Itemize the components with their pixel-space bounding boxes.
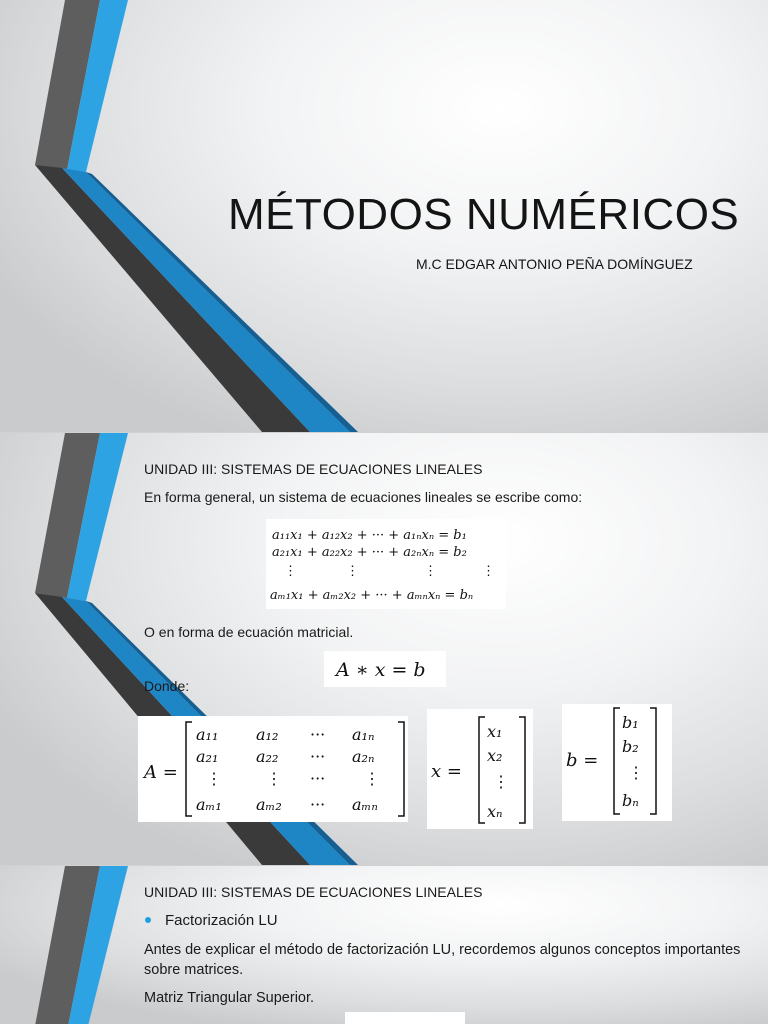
subheading: Matriz Triangular Superior. [144,990,315,1006]
svg-text:a₂₁: a₂₁ [196,747,219,766]
bullet-text: Factorización LU [165,912,278,929]
svg-text:⋮: ⋮ [424,564,437,579]
svg-text:bₙ: bₙ [622,791,639,810]
svg-text:⋮: ⋮ [346,564,359,579]
unit-title: UNIDAD III: SISTEMAS DE ECUACIONES LINEALES [144,461,483,477]
svg-text:⋮: ⋮ [284,564,297,579]
svg-text:b₁: b₁ [622,713,639,732]
vector-x-image [427,709,533,829]
matrix-form-text: O en forma de ecuación matricial. [144,624,354,640]
svg-text:···: ··· [310,769,326,788]
svg-text:···: ··· [310,725,326,744]
slide-1 [0,0,768,432]
slide-3 [0,866,768,1024]
svg-text:···: ··· [310,795,326,814]
svg-text:a₂₂: a₂₂ [256,747,279,766]
svg-text:A ∗ x = b: A ∗ x = b [336,659,426,681]
svg-text:b =: b = [566,750,599,771]
svg-text:⋮: ⋮ [266,769,282,788]
svg-text:x₁: x₁ [487,722,503,741]
svg-text:⋮: ⋮ [482,564,495,579]
svg-text:xₙ: xₙ [487,802,503,821]
svg-text:x₂: x₂ [487,746,503,765]
svg-text:aₘ₂: aₘ₂ [256,795,282,814]
slide-2 [0,433,768,865]
matrix-equation-image [324,651,446,687]
svg-text:a₂ₙ: a₂ₙ [352,747,375,766]
unit-title: UNIDAD III: SISTEMAS DE ECUACIONES LINEALES [144,884,483,900]
bullet-icon [145,917,151,923]
svg-text:···: ··· [310,747,326,766]
svg-text:a₂₁x₁ + a₂₂x₂ + ··· + a₂ₙxₙ =: a₂₁x₁ + a₂₂x₂ + ··· + a₂ₙxₙ = b₂ [272,545,467,560]
svg-text:⋮: ⋮ [493,772,509,791]
svg-text:b₂: b₂ [622,737,639,756]
svg-text:A =: A = [144,762,178,783]
equation-system-image [266,519,506,609]
presentation-author: M.C EDGAR ANTONIO PEÑA DOMÍNGUEZ [416,256,693,272]
svg-text:aₘ₁: aₘ₁ [196,795,222,814]
svg-text:⋮: ⋮ [206,769,222,788]
matrix-a-image [138,716,408,822]
svg-text:x =: x = [431,761,462,782]
svg-text:a₁₁: a₁₁ [196,725,219,744]
presentation-title: MÉTODOS NUMÉRICOS [228,190,740,239]
where-label: Donde: [144,678,190,694]
svg-text:⋮: ⋮ [628,763,644,782]
svg-text:aₘₙ: aₘₙ [352,795,378,814]
vector-b-image [562,704,672,821]
svg-text:⋮: ⋮ [364,769,380,788]
matrix-image-partial [345,1012,465,1024]
svg-text:a₁ₙ: a₁ₙ [352,725,375,744]
svg-text:a₁₂: a₁₂ [256,725,279,744]
svg-text:a₁₁x₁ + a₁₂x₂ + ··· + a₁ₙxₙ =: a₁₁x₁ + a₁₂x₂ + ··· + a₁ₙxₙ = b₁ [272,528,467,543]
svg-text:aₘ₁x₁ + aₘ₂x₂ + ··· + aₘₙxₙ =: aₘ₁x₁ + aₘ₂x₂ + ··· + aₘₙxₙ = bₙ [270,588,474,603]
intro-text: En forma general, un sistema de ecuaciones lineales se escribe como: [144,489,583,505]
intro-paragraph: Antes de explicar el método de factorización LU, recordemos algunos conceptos importantes sobre matrices. [144,942,741,978]
